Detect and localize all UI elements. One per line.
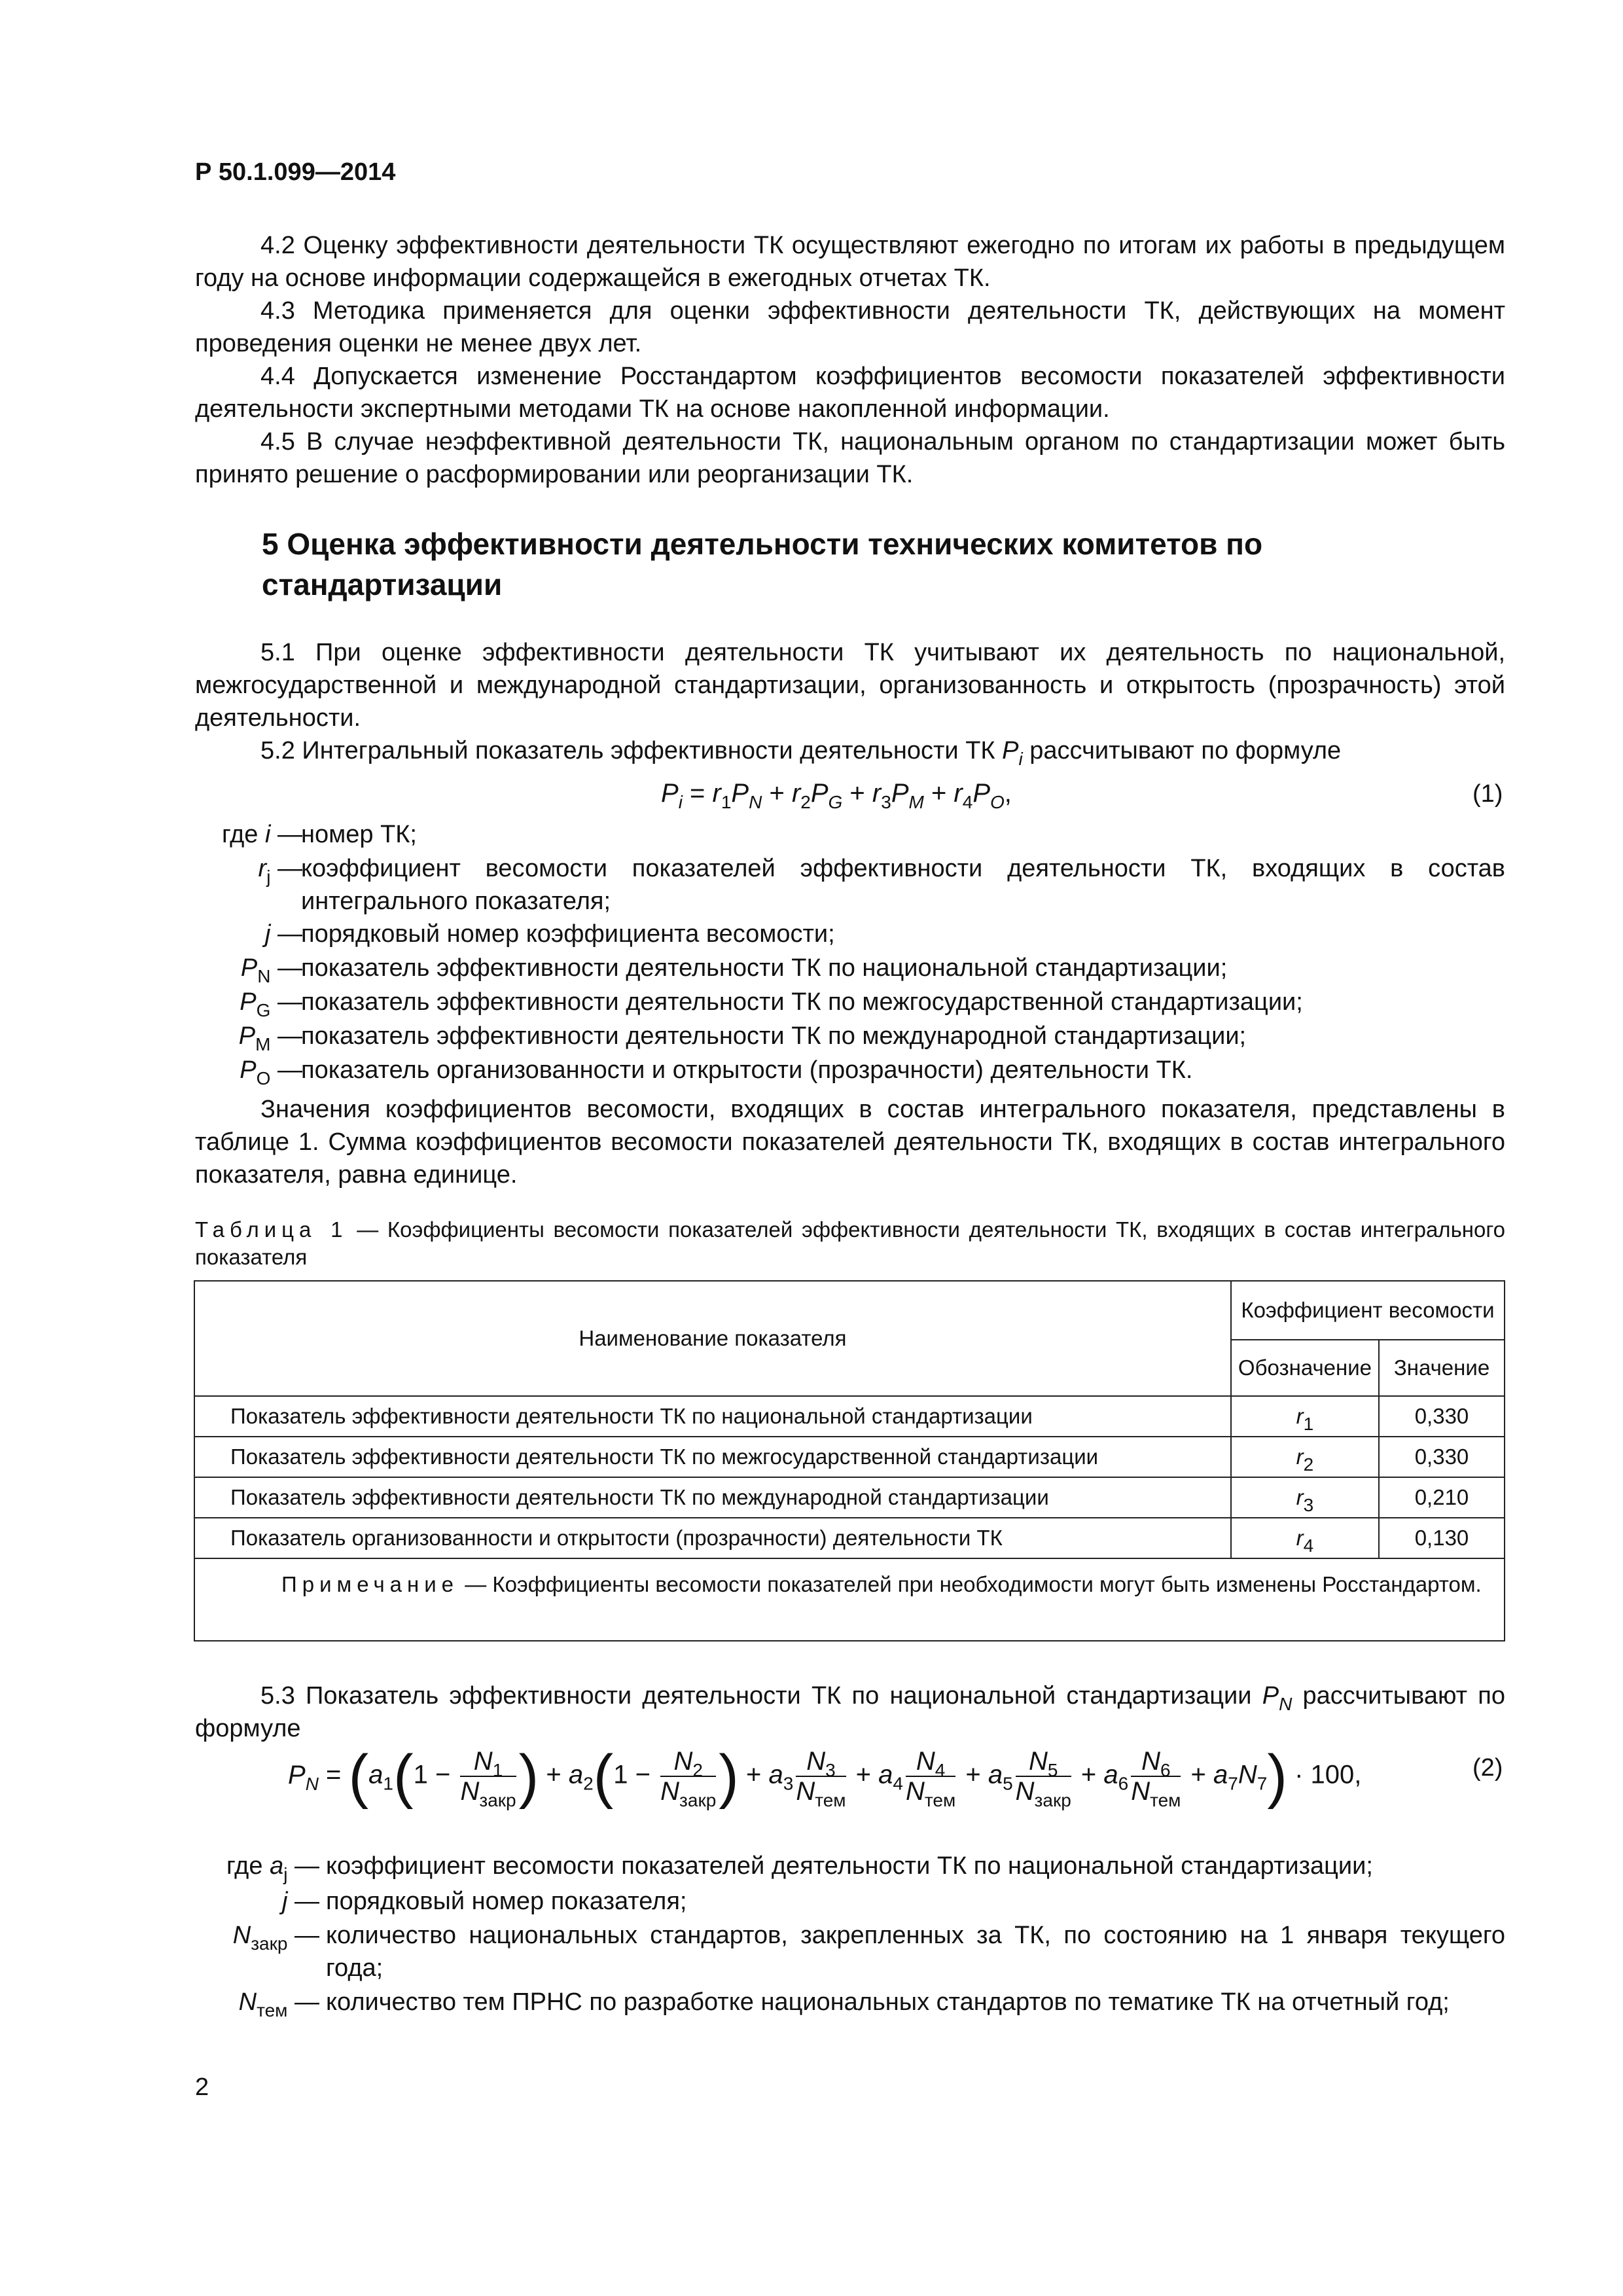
definition-text: показатель эффективности деятельности ТК по национальной стандартизации; (301, 954, 1228, 982)
table-row (194, 1437, 1505, 1477)
paragraph-values: Значения коэффициентов весомости, входящих в состав интегрального показателя, представлены в таблице 1. Сумма коэффициентов весомости показателей деятельности ТК, входящих в состав интегрального показателя, равна единице. (195, 1096, 1505, 1189)
cell-name: Показатель организованности и открытости (прозрачности) деятельности ТК (194, 1518, 1231, 1558)
definition-symbol: $P_O$ — (240, 1056, 302, 1088)
header-coef: Коэффициент весомости (1231, 1281, 1505, 1340)
paragraph-4-2: 4.2 Оценку эффективности деятельности ТК осуществляют ежегодно по итогам их работы в предыдущем году на основе информации содержащейся в ежегодных отчетах ТК. (195, 232, 1505, 292)
cell-value: 0,330 (1379, 1437, 1505, 1477)
header-value: Значение (1379, 1340, 1505, 1396)
definition-symbol: j — (281, 1888, 319, 1915)
definition-text: количество национальных стандартов, закрепленных за ТК, по состоянию на 1 января текущего года; (326, 1922, 1505, 1982)
table-row (194, 1396, 1505, 1437)
cell-value: 0,130 (1379, 1518, 1505, 1558)
cell-symbol: $r_4$ (1231, 1518, 1379, 1558)
definition-text: количество тем ПРНС по разработке национальных стандартов по тематике ТК на отчетный год; (326, 1988, 1450, 2016)
cell-name: Показатель эффективности деятельности ТК по международной стандартизации (194, 1477, 1231, 1518)
cell-value: 0,210 (1379, 1477, 1505, 1518)
definition-text: порядковый номер показателя; (326, 1888, 687, 1915)
paragraph-4-3: 4.3 Методика применяется для оценки эффективности деятельности ТК, действующих на момент проведения оценки не менее двух лет. (195, 297, 1505, 357)
table-row (194, 1518, 1505, 1558)
equation-number-2: (2) (1472, 1754, 1503, 1782)
paragraph-5-1: 5.1 При оценке эффективности деятельности ТК учитывают их деятельность по национальной, межгосударственной и международной стандартизации, организованность и открытость (прозрачность) этой деятельности. (195, 639, 1505, 732)
section-5-heading: 5 Оценка эффективности деятельности технических комитетов по стандартизации (262, 527, 1263, 601)
definition-symbol: где $a_j$ — (226, 1852, 319, 1884)
formula-1: $P_i = r_1P_N + r_2P_G + r_3P_M + r_4P_O$, (661, 779, 1012, 812)
formula-2: $P_N = (a_1(1$ − $\frac{N_1}{N_{закр}}$ ) + $a_2(1$ − $\frac{N_2}{N_{закр}}$ ) + $a_3$ $\frac{N_3}{N_{тем}}$ + $a_4$ $\frac{N_4}{N_{тем}}$ + $a_5$ $\frac{N_5}{N_{закр}}$ + $a_6$ $\frac{N_6}{N_{тем}}$ + $a_7N_7) \cdot 100$, (288, 1743, 1362, 1810)
definition-text: коэффициент весомости показателей деятельности ТК по национальной стандартизации; (326, 1852, 1373, 1880)
paragraph-4-5: 4.5 В случае неэффективной деятельности ТК, национальным органом по стандартизации может быть принято решение о расформировании или реорганизации ТК. (195, 428, 1505, 488)
cell-symbol: $r_2$ (1231, 1437, 1379, 1477)
definition-symbol: j — (264, 920, 302, 948)
definition-text: коэффициент весомости показателей эффективности деятельности ТК, входящих в состав интегрального показателя; (301, 855, 1505, 915)
header-name: Наименование показателя (194, 1281, 1231, 1396)
header-symbol: Обозначение (1231, 1340, 1379, 1396)
cell-name: Показатель эффективности деятельности ТК по межгосударственной стандартизации (194, 1437, 1231, 1477)
paragraph-5-2: 5.2 Интегральный показатель эффективности деятельности ТК $P_i$ рассчитывают по формуле (260, 737, 1342, 769)
document-header: Р 50.1.099—2014 (195, 158, 396, 186)
page-number: 2 (195, 2073, 209, 2101)
equation-number-1: (1) (1472, 780, 1503, 808)
definition-text: порядковый номер коэффициента весомости; (301, 920, 835, 948)
definition-symbol: где i — (221, 821, 302, 848)
table-row (194, 1477, 1505, 1518)
definition-text: номер ТК; (301, 821, 417, 848)
definition-symbol: $N_{тем}$ — (238, 1988, 319, 2020)
definition-symbol: $N_{закр}$ — (232, 1922, 319, 1954)
definition-text: показатель эффективности деятельности ТК по международной стандартизации; (301, 1022, 1247, 1050)
cell-symbol: $r_3$ (1231, 1477, 1379, 1518)
table-note: Примечание — Коэффициенты весомости показателей при необходимости могут быть изменены Росстандартом. (281, 1572, 1482, 1596)
paragraph-5-3: 5.3 Показатель эффективности деятельности ТК по национальной стандартизации $P_N$ рассчитывают по формуле (195, 1682, 1505, 1742)
table-body (194, 1396, 1505, 1641)
definition-symbol: $P_G$ — (240, 988, 302, 1020)
definition-text: показатель организованности и открытости (прозрачности) деятельности ТК. (301, 1056, 1193, 1084)
paragraph-4-4: 4.4 Допускается изменение Росстандартом коэффициентов весомости показателей эффективности деятельности экспертными методами ТК на основе накопленной информации. (195, 363, 1505, 423)
table-caption: Таблица 1 — Коэффициенты весомости показателей эффективности деятельности ТК, входящих в состав интегрального показателя (195, 1217, 1505, 1269)
definition-symbol: $P_M$ — (238, 1022, 302, 1054)
cell-value: 0,330 (1379, 1396, 1505, 1437)
definition-text: показатель эффективности деятельности ТК по межгосударственной стандартизации; (301, 988, 1303, 1016)
cell-symbol: $r_1$ (1231, 1396, 1379, 1437)
definition-symbol: $P_N$ — (240, 954, 302, 986)
cell-name: Показатель эффективности деятельности ТК по национальной стандартизации (194, 1396, 1231, 1437)
definition-symbol: $r_j$ — (258, 855, 302, 887)
